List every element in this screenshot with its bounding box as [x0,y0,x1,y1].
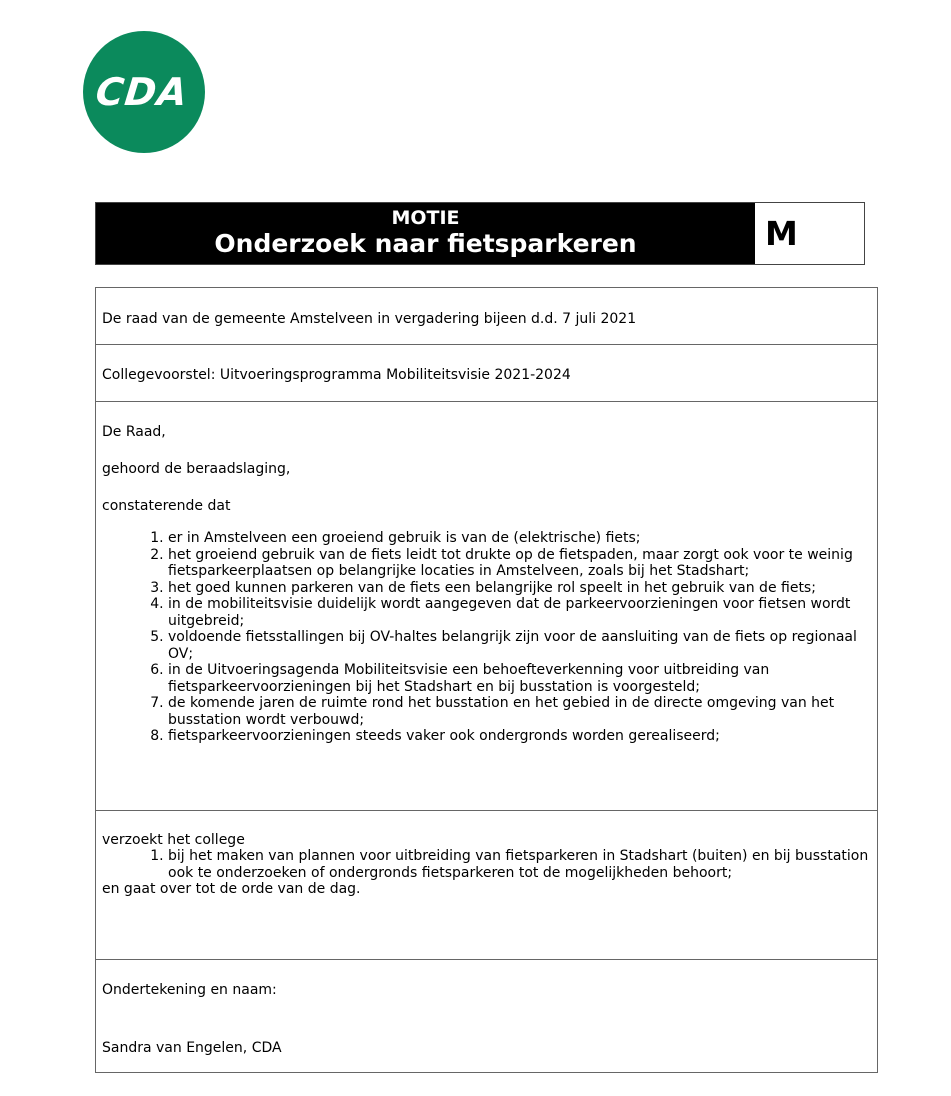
motion-document [95,287,878,1073]
noting-text: constaterende dat [102,498,231,514]
list-item: 3. het goed kunnen parkeren van de fiets een belangrijke rol speelt in het gebruik van de fiets; [168,580,871,597]
motion-header [95,202,865,265]
list-item: 1. er in Amstelveen een groeiend gebruik is van de (elektrische) fiets; [168,530,871,547]
signature-section [96,960,877,1056]
list-item: 4. in de mobiliteitsvisie duidelijk wordt aangegeven dat de parkeervoorzieningen voor fietsen wordt uitgebreid; [168,596,871,629]
considerations-section [96,402,877,811]
request-intro: verzoekt het college [102,832,245,848]
heard-text: gehoord de beraadslaging, [102,461,291,477]
salutation: De Raad, [102,424,166,440]
list-item: 6. in de Uitvoeringsagenda Mobiliteitsvisie een behoefteverkenning voor uitbreiding van fietsparkeervoorzieningen bij het Stadshart en bij busstation is voorgesteld; [168,662,871,695]
signature-label: Ondertekening en naam: [102,982,277,998]
list-item: 2. het groeiend gebruik van de fiets leidt tot drukte op de fietspaden, maar zorgt ook voor te weinig fietsparkeerplaatsen op belangrijke locaties in Amstelveen, zoals bij het Stadshart; [168,547,871,580]
proposal-section [96,345,877,402]
request-section [96,811,877,960]
closing-text: en gaat over tot de orde van de dag. [102,881,361,897]
proposal-text: Collegevoorstel: Uitvoeringsprogramma Mobiliteitsvisie 2021-2024 [102,367,571,383]
considerations-list [102,530,871,745]
motion-letter-box: M [765,214,798,253]
header-title-block [96,203,755,264]
list-item: 8. fietsparkeervoorzieningen steeds vaker ook ondergronds worden gerealiseerd; [168,728,871,745]
list-item: 7. de komende jaren de ruimte rond het busstation en het gebied in de directe omgeving van het busstation wordt verbouwd; [168,695,871,728]
cda-logo [83,31,205,153]
list-item: 1. bij het maken van plannen voor uitbreiding van fietsparkeren in Stadshart (buiten) en bij busstation ook te onderzoeken of ondergronds fietsparkeren tot de mogelijkheden behoort; [168,848,871,881]
motion-kind: MOTIE [391,207,460,230]
meeting-section [96,288,877,345]
signature-name: Sandra van Engelen, CDA [102,1040,282,1056]
logo-text: CDA [93,70,191,114]
meeting-text: De raad van de gemeente Amstelveen in vergadering bijeen d.d. 7 juli 2021 [102,311,637,327]
motion-title: Onderzoek naar fietsparkeren [214,229,637,259]
request-list [102,848,871,881]
list-item: 5. voldoende fietsstallingen bij OV-haltes belangrijk zijn voor de aansluiting van de fiets op regionaal OV; [168,629,871,662]
